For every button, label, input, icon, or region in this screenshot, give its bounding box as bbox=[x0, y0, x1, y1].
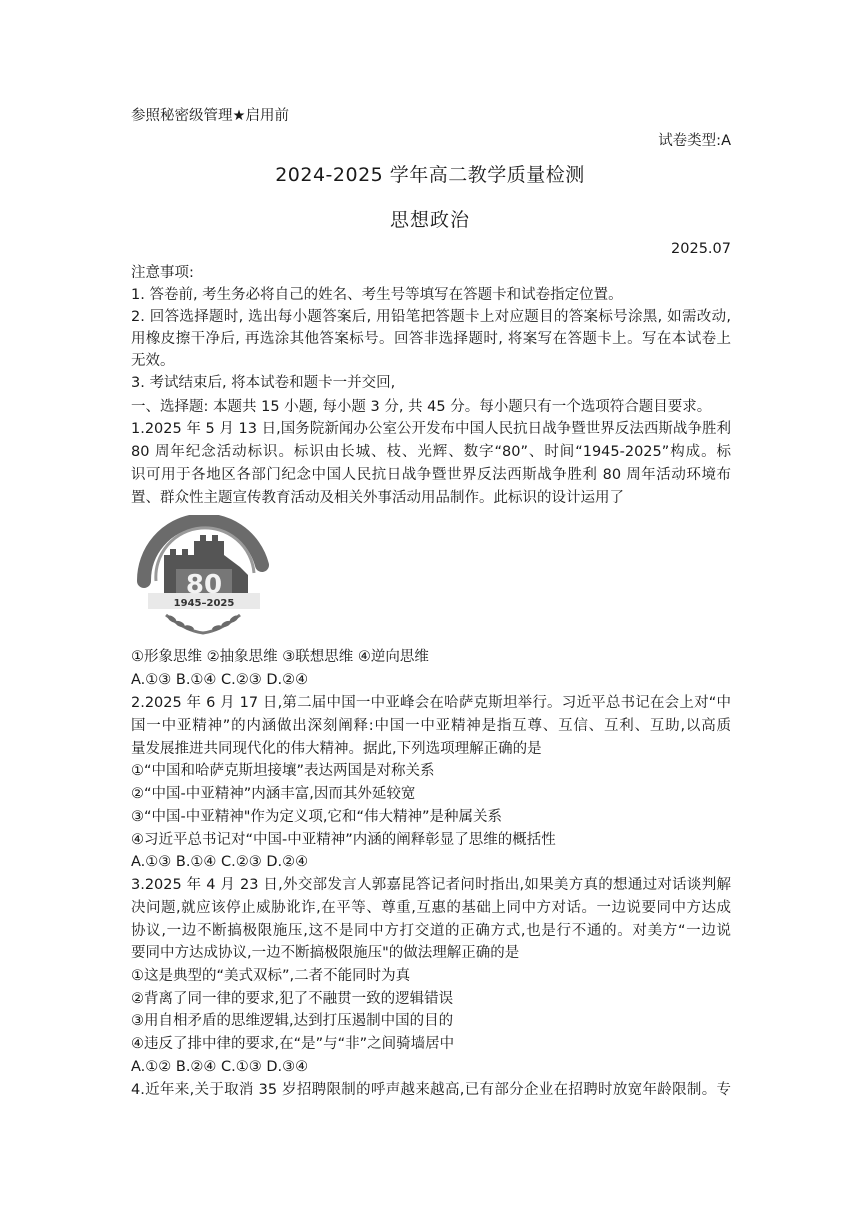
notice-item-2-line-1: 2. 回答选择题时, 选出每小题答案后, 用铅笔把答题卡上对应题目的答案标号涂黑, 如需改动, bbox=[131, 309, 731, 325]
question-1-answers: A.①③ B.①④ C.②③ D.②④ bbox=[131, 672, 309, 688]
question-1-line-3: 识可用于各地区各部门纪念中国人民抗日战争暨世界反法西斯战争胜利 80 周年活动环境布 bbox=[131, 467, 731, 483]
great-wall-logo-icon bbox=[136, 515, 270, 637]
question-3-option-2: ②背离了同一律的要求,犯了不融贯一致的逻辑错误 bbox=[131, 991, 454, 1007]
question-2-answers: A.①③ B.①④ C.②③ D.②④ bbox=[131, 854, 309, 870]
question-3-option-3: ③用自相矛盾的思维逻辑,达到打压遏制中国的目的 bbox=[131, 1013, 454, 1029]
logo-years: 1945–2025 bbox=[173, 598, 235, 609]
anniversary-logo bbox=[136, 515, 270, 637]
notice-item-2-line-2: 用橡皮擦干净后, 再选涂其他答案标号。回答非选择题时, 将案写在答题卡上。写在本试卷上 bbox=[131, 331, 731, 347]
question-3-option-1: ①这是典型的“美式双标”,二者不能同时为真 bbox=[131, 968, 411, 984]
notice-heading: 注意事项: bbox=[131, 265, 194, 281]
question-2-option-3: ③“中国-中亚精神"作为定义项,它和“伟大精神”是种属关系 bbox=[131, 809, 503, 825]
paper-type-label: 试卷类型:A bbox=[658, 133, 731, 149]
question-2-line-2: 国一中亚精神”的内涵做出深刻阐释:中国一中亚精神是指互尊、互信、互利、互助,以高质 bbox=[131, 718, 731, 734]
exam-date: 2025.07 bbox=[671, 241, 731, 257]
notice-item-2-line-3: 无效。 bbox=[131, 353, 175, 369]
exam-title: 2024-2025 学年高二教学质量检测 bbox=[275, 164, 585, 186]
question-2-option-1: ①“中国和哈萨克斯坦接壤”表达两国是对称关系 bbox=[131, 763, 435, 779]
question-1-line-4: 置、群众性主题宣传教育活动及相关外事活动用品制作。此标识的设计运用了 bbox=[131, 490, 624, 506]
question-1-options: ①形象思维 ②抽象思维 ③联想思维 ④逆向思维 bbox=[131, 649, 429, 665]
question-2-line-1: 2.2025 年 6 月 17 日,第二届中国一中亚峰会在哈萨克斯坦举行。习近平总书记在会上对“中 bbox=[131, 695, 731, 711]
section-heading: 一、选择题: 本题共 15 小题, 每小题 3 分, 共 45 分。每小题只有一个选项符合题目要求。 bbox=[131, 399, 712, 415]
question-3-option-4: ④违反了排中律的要求,在“是”与“非”之间骑墙居中 bbox=[131, 1036, 455, 1052]
notice-item-3: 3. 考试结束后, 将本试卷和题卡一并交回, bbox=[131, 375, 396, 391]
question-3-line-4: 要同中方达成协议,一边不断搞极限施压"的做法理解正确的是 bbox=[131, 945, 520, 961]
question-4-line-1: 4.近年来,关于取消 35 岁招聘限制的呼声越来越高,已有部分企业在招聘时放宽年龄限制。专 bbox=[131, 1082, 731, 1098]
question-1-line-2: 80 周年纪念活动标识。标识由长城、枝、光辉、数字“80”、时间“1945-2025”构成。标 bbox=[131, 444, 731, 460]
logo-number: 80 bbox=[185, 570, 223, 600]
question-2-option-2: ②“中国-中亚精神”内涵丰富,因而其外延较宽 bbox=[131, 786, 416, 802]
question-3-line-3: 协议,一边不断搞极限施压,这不是同中方打交道的正确方式,也是行不通的。对美方“一边说 bbox=[131, 923, 731, 939]
exam-subject: 思想政治 bbox=[389, 209, 470, 231]
question-3-answers: A.①② B.②④ C.①③ D.③④ bbox=[131, 1059, 309, 1075]
question-3-line-2: 决问题,就应该停止威胁讹诈,在平等、尊重,互惠的基础上同中方对话。一边说要同中方达成 bbox=[131, 900, 731, 916]
secret-level-label: 参照秘密级管理★启用前 bbox=[131, 108, 289, 124]
question-2-option-4: ④习近平总书记对“中国-中亚精神”内涵的阐释彰显了思维的概括性 bbox=[131, 832, 556, 848]
question-3-line-1: 3.2025 年 4 月 23 日,外交部发言人郭嘉昆答记者问时指出,如果美方真的想通过对话谈判解 bbox=[131, 877, 731, 893]
question-1-line-1: 1.2025 年 5 月 13 日,国务院新闻办公室公开发布中国人民抗日战争暨世界反法西斯战争胜利 bbox=[131, 421, 731, 437]
notice-item-1: 1. 答卷前, 考生务必将自己的姓名、考生号等填写在答题卡和试卷指定位置。 bbox=[131, 287, 623, 303]
question-2-line-3: 量发展推进共同现代化的伟大精神。据此,下列选项理解正确的是 bbox=[131, 741, 542, 757]
